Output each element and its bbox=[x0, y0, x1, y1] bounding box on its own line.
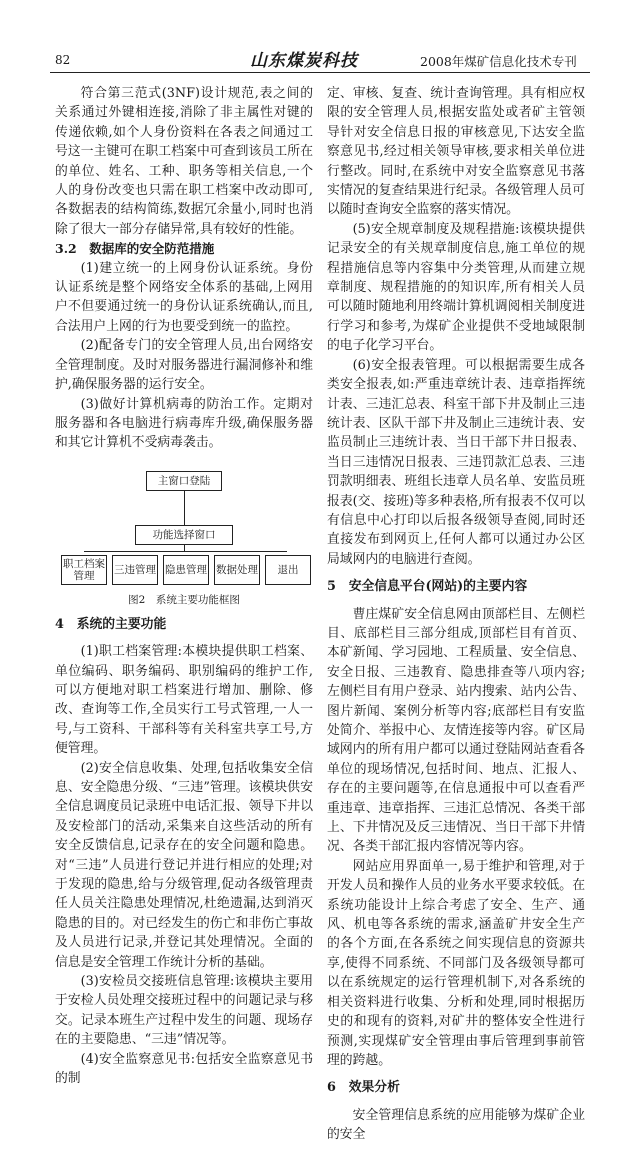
paragraph: (2)安全信息收集、处理,包括收集安全信息、安全隐患分级、“三违”管理。该模块供安全信息调度员记录班中电话汇报、领导下井以及安检部门的活动,采集来自这些活动的所有安全反馈信息,记录存在的安全问题和隐患。对“三违”人员进行登记并进行相应的处理;对于发现的隐患,给与分级管理,促动各级管理责任人员关注隐患处理情况,杜绝遗漏,达到消灭隐患的目的。对已经发生的伤亡和非伤亡事故及人员进行记录,并登记其处理情况。全面的信息是安全管理工作统计分析的基础。 bbox=[55, 760, 313, 970]
page-header bbox=[0, 0, 627, 76]
figure-caption: 图2 系统主要功能框图 bbox=[128, 593, 240, 606]
body-columns bbox=[0, 76, 627, 1165]
diagram-box-hazard-management: 隐患管理 bbox=[163, 555, 209, 585]
left-column bbox=[55, 84, 313, 1088]
diagram-box-main-login: 主窗口登陆 bbox=[146, 471, 222, 491]
paragraph: (6)安全报表管理。可以根据需要生成各类安全报表,如:严重违章统计表、违章指挥统计表、三违汇总表、科室干部下井及制止三违统计表、区队干部下井及制止三违统计表、安监员制止三违统计表、当日干部下井日报表、当日三违情况日报表、三违罚款汇总表、三违罚款明细表、班组长违章人员名单、安监员班报表(交、接班)等多种表格,所有报表不仅可以有信息中心打印以后报各级领导查阅,同时还直接发布到网页上,任何人都可以通过办公区局域网内的电脑进行查阅。 bbox=[327, 357, 585, 567]
paragraph: (3)安检员交接班信息管理:该模块主要用于安检人员处理交接班过程中的问题记录与移交。记录本班生产过程中发生的问题、现场存在的主要隐患、“三违”情况等。 bbox=[55, 974, 313, 1048]
diagram-box-exit: 退出 bbox=[265, 555, 311, 585]
diagram-box-three-violations: 三违管理 bbox=[112, 555, 158, 585]
section-heading-4: 4 系统的主要功能 bbox=[55, 616, 167, 632]
header-rule bbox=[50, 72, 590, 73]
right-column bbox=[327, 84, 585, 1145]
paragraph: (1)建立统一的上网身份认证系统。身份认证系统是整个网络安全体系的基础,上网用户不但要通过统一的身份认证系统确认,而且,合法用户上网的行为也要受到统一的监控。 bbox=[55, 260, 313, 334]
diagram-box-data-processing: 数据处理 bbox=[214, 555, 260, 585]
paragraph: 网站应用界面单一,易于维护和管理,对于开发人员和操作人员的业务水平要求较低。在系统功能设计上综合考虑了安全、生产、通风、机电等各系统的需求,涵盖矿井安全生产的各个方面,在各系统之间实现信息的资源共享,使得不同系统、不同部门及各级领导都可以在系统规定的运行管理机制下,对各系统的相关资料进行收集、分析和处理,同时根据历史的和现有的资料,对矿井的整体安全性进行预测,实现煤矿安全管理由事后管理到事前管理的跨越。 bbox=[327, 858, 585, 1068]
diagram-connector bbox=[84, 551, 287, 552]
diagram-box-function-select: 功能选择窗口 bbox=[135, 525, 233, 545]
paragraph: 符合第三范式(3NF)设计规范,表之间的关系通过外键相连接,消除了非主属性对键的传递依赖,如个人身份资料在各表之间通过工号这一主键可在职工档案中可查到该员工所在的单位、姓名、工种、职务等相关信息,一个人的身份改变也只需在职工档案中改动即可,各数据表的结构简练,数据冗余量小,同时也消除了很大一部分存储异常,具有较好的性能。 bbox=[55, 86, 313, 237]
section-heading-5: 5 安全信息平台(网站)的主要内容 bbox=[327, 579, 528, 595]
paragraph: (5)安全规章制度及规程措施:该模块提供记录安全的有关规章制度信息,施工单位的规程措施信息等内容集中分类管理,从而建立规章制度、规程措施的的知识库,所有相关人员可以随时随地利用终端计算机调阅相关制度进行学习和参考,为煤矿企业提供不受地域限制的电子化学习平台。 bbox=[327, 221, 585, 354]
paragraph: (3)做好计算机病毒的防治工作。定期对服务器和各电脑进行病毒库升级,确保服务器和其它计算机不受病毒袭击。 bbox=[55, 396, 313, 451]
section-heading-6: 6 效果分析 bbox=[327, 1080, 400, 1096]
issue-title: 2008年煤矿信息化技术专刊 bbox=[420, 54, 577, 69]
paragraph: 曹庄煤矿安全信息网由顶部栏目、左侧栏目、底部栏目三部分组成,顶部栏目有首页、本矿新闻、学习园地、工程质量、安全信息、安全日报、三违教育、隐患排查等八项内容;左侧栏目有用户登录、站内搜索、站内公告、图片新闻、案例分析等内容;底部栏目有安监处简介、举报中心、友情连接等内容。矿区局域网内的所有用户都可以通过登陆网站查看各单位的现场情况,包括时间、地点、汇报人、存在的主要问题等,在信息通报中可以查看严重违章、违章指挥、三违汇总情况、各类干部上、下井情况及反三违情况、当日干部下井情况、各类干部汇报内容情况等内容。 bbox=[327, 606, 585, 855]
diagram-box-staff-records: 职工档案管理 bbox=[61, 555, 107, 585]
paragraph: (4)安全监察意见书:包括安全监察意见书的制 bbox=[55, 1051, 313, 1087]
diagram-connector bbox=[184, 491, 185, 525]
paragraph: (1)职工档案管理:本模块提供职工档案、单位编码、职务编码、职别编码的维护工作,可以方便地对职工档案进行增加、删除、修改、查询等工作,全员实行工号式管理,一人一号,与工资科、干部科等有关科室共享工号,方便管理。 bbox=[55, 644, 313, 757]
paragraph: (2)配备专门的安全管理人员,出台网络安全管理制度。及时对服务器进行漏洞修补和维护,确保服务器的运行安全。 bbox=[55, 338, 313, 393]
page-number: 82 bbox=[55, 53, 71, 67]
journal-logo: 山东煤炭科技 bbox=[250, 51, 358, 71]
section-heading-3-2: 3.2 数据库的安全防范措施 bbox=[55, 241, 215, 257]
function-block-diagram bbox=[55, 467, 313, 589]
paragraph: 定、审核、复查、统计查询管理。具有相应权限的安全管理人员,根据安监处或者矿主管领导针对安全信息日报的审核意见,下达安全监察意见书,经过相关领导审核,要求相关单位进行整改。同时,在系统中对安全监察意见书落实情况的复查结果进行纪录。各级管理人员可以随时查询安全监察的落实情况。 bbox=[327, 86, 585, 218]
paragraph: 安全管理信息系统的应用能够为煤矿企业的安全 bbox=[327, 1107, 585, 1143]
